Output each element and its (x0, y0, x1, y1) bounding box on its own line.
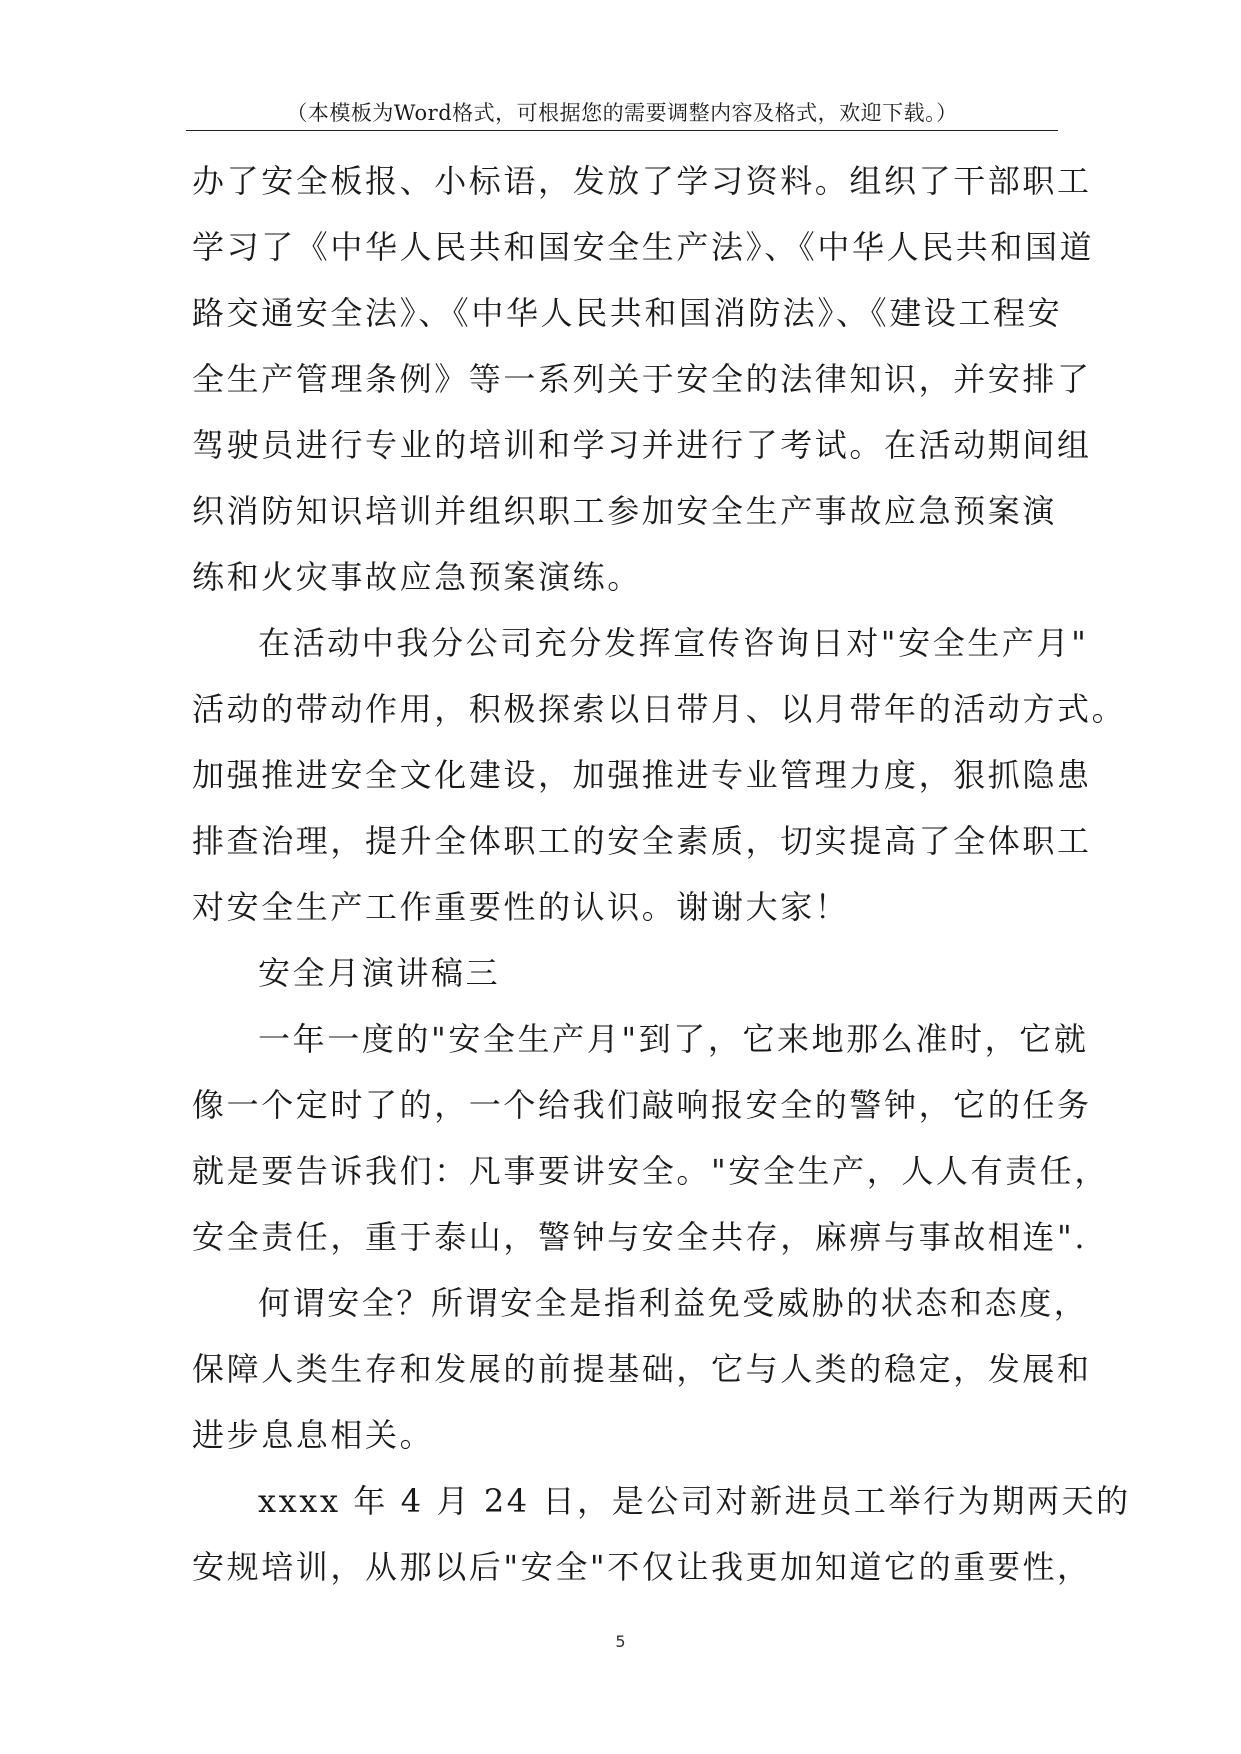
text-line: 安全月演讲稿三 (258, 954, 501, 992)
text-line: 驾驶员进行专业的培训和学习并进行了考试。在活动期间组 (192, 426, 1092, 464)
text-line: 对安全生产工作重要性的认识。谢谢大家！ (192, 888, 850, 926)
text-line: 全生产管理条例》等一系列关于安全的法律知识，并安排了 (192, 360, 1092, 398)
text-line: 就是要告诉我们：凡事要讲安全。"安全生产，人人有责任， (192, 1152, 1109, 1190)
text-line: 活动的带动作用，积极探索以日带月、以月带年的活动方式。 (192, 690, 1127, 728)
text-line: 练和火灾事故应急预案演练。 (192, 558, 642, 596)
text-line: 织消防知识培训并组织职工参加安全生产事故应急预案演 (192, 492, 1058, 530)
text-line: 办了安全板报、小标语，发放了学习资料。组织了干部职工 (192, 162, 1092, 200)
text-line: 在活动中我分公司充分发挥宣传咨询日对"安全生产月" (258, 624, 1089, 662)
text-line: 安全责任，重于泰山，警钟与安全共存，麻痹与事故相连". (192, 1218, 1088, 1256)
text-line: 像一个定时了的，一个给我们敲响报安全的警钟，它的任务 (192, 1086, 1092, 1124)
text-line: 学习了《中华人民共和国安全生产法》、《中华人民共和国道 (192, 228, 1095, 266)
page-header: （本模板为Word格式，可根据您的需要调整内容及格式，欢迎下载。） (286, 101, 958, 125)
text-line: 排查治理，提升全体职工的安全素质，切实提高了全体职工 (192, 822, 1092, 860)
text-line: 加强推进安全文化建设，加强推进专业管理力度，狠抓隐患 (192, 756, 1092, 794)
text-line: 一年一度的"安全生产月"到了，它来地那么准时，它就 (258, 1020, 1089, 1058)
header-divider (186, 130, 1058, 131)
text-line: 进步息息相关。 (192, 1416, 435, 1454)
text-line: 保障人类生存和发展的前提基础，它与人类的稳定，发展和 (192, 1350, 1092, 1388)
text-line: 何谓安全？所谓安全是指利益免受威胁的状态和态度， (258, 1284, 1089, 1322)
text-line: xxxx 年 4 月 24 日，是公司对新进员工举行为期两天的 (258, 1482, 1131, 1520)
text-line: 路交通安全法》、《中华人民共和国消防法》、《建设工程安 (192, 294, 1063, 332)
page-number: 5 (615, 1632, 626, 1651)
text-line: 安规培训，从那以后"安全"不仅让我更加知道它的重要性， (192, 1548, 1092, 1586)
document-body (192, 148, 1131, 1600)
